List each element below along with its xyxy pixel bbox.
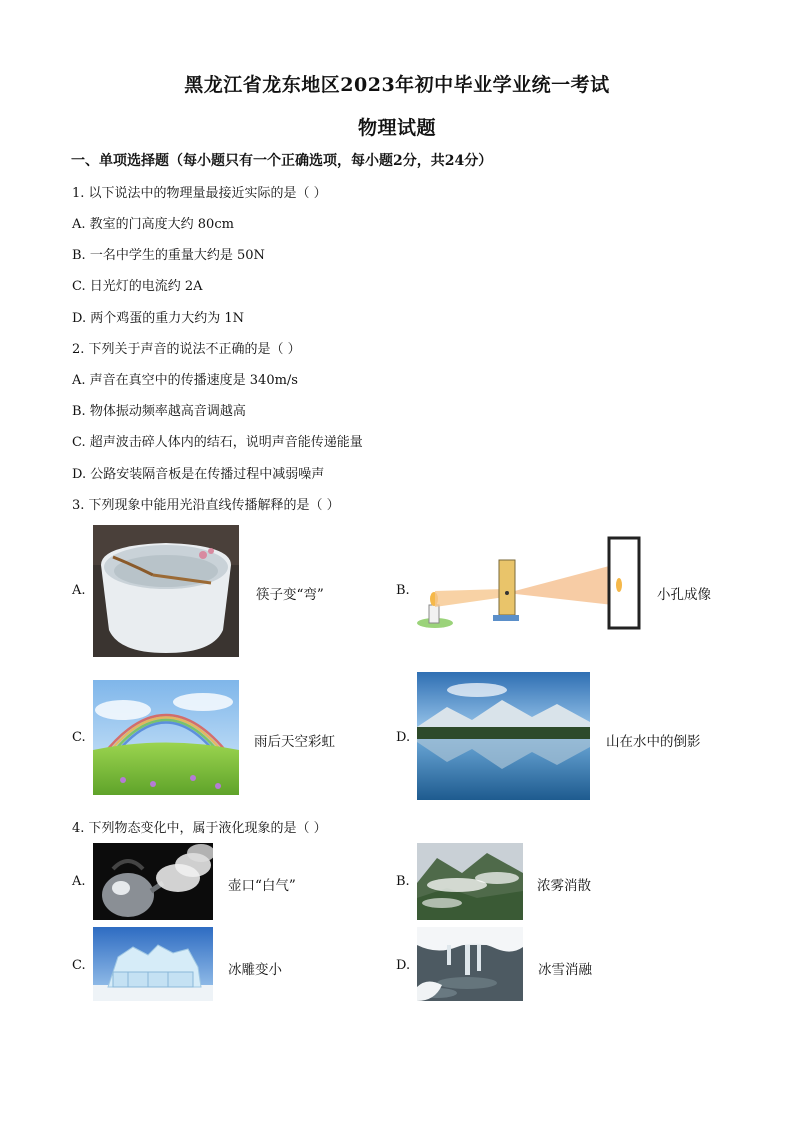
question-1-stem: 1. 以下说法中的物理量最接近实际的是（ ）	[72, 186, 327, 201]
question-3-choice-d-letter: D.	[396, 730, 411, 745]
question-3-choice-c-letter: C.	[72, 730, 86, 745]
question-4-choice-d-letter: D.	[396, 958, 411, 973]
question-2-stem: 2. 下列关于声音的说法不正确的是（ ）	[72, 342, 301, 357]
question-4-choice-b-letter: B.	[396, 874, 410, 889]
exam-title: 黑龙江省龙东地区2023年初中毕业学业统一考试	[184, 74, 610, 96]
kettle-steam-image	[93, 843, 213, 920]
question-4-stem: 4. 下列物态变化中，属于液化现象的是（ ）	[72, 821, 327, 836]
question-3-stem: 3. 下列现象中能用光沿直线传播解释的是（ ）	[72, 498, 340, 513]
question-3-choice-b-letter: B.	[396, 583, 410, 598]
pinhole-imaging-diagram	[413, 535, 645, 635]
exam-subtitle: 物理试题	[357, 117, 436, 139]
fog-mountain-image	[417, 843, 523, 920]
ice-sculpture-image	[93, 927, 213, 1001]
question-2-option-d: D. 公路安装隔音板是在传播过程中减弱噪声	[72, 467, 325, 482]
section-heading: 一、单项选择题（每小题只有一个正确选项，每小题2分，共24分）	[71, 153, 493, 169]
mountain-reflection-image	[417, 672, 590, 800]
question-3-choice-b-caption: 小孔成像	[657, 587, 711, 603]
question-2-option-c: C. 超声波击碎人体内的结石，说明声音能传递能量	[72, 435, 363, 450]
question-2-option-a: A. 声音在真空中的传播速度是 340m/s	[72, 373, 298, 388]
question-1-option-c: C. 日光灯的电流约 2A	[72, 279, 203, 294]
chopstick-bowl-image	[93, 525, 239, 657]
question-4-choice-b-caption: 浓雾消散	[537, 878, 591, 894]
question-3-choice-a-letter: A.	[72, 583, 86, 598]
question-3-choice-c-caption: 雨后天空彩虹	[254, 734, 335, 750]
question-2-option-b: B. 物体振动频率越高音调越高	[72, 404, 246, 419]
question-4-choice-a-caption: 壶口“白气”	[228, 878, 296, 894]
question-3-choice-a-caption: 筷子变“弯”	[256, 587, 324, 603]
question-3-choice-d-caption: 山在水中的倒影	[606, 734, 701, 750]
question-1-option-b: B. 一名中学生的重量大约是 50N	[72, 248, 265, 263]
question-1-option-a: A. 教室的门高度大约 80cm	[72, 217, 234, 232]
question-4-choice-d-caption: 冰雪消融	[538, 962, 592, 978]
question-4-choice-c-letter: C.	[72, 958, 86, 973]
question-4-choice-a-letter: A.	[72, 874, 86, 889]
question-1-option-d: D. 两个鸡蛋的重力大约为 1N	[72, 311, 245, 326]
rainbow-meadow-image	[93, 680, 239, 795]
question-4-choice-c-caption: 冰雕变小	[228, 962, 282, 978]
melting-ice-image	[417, 927, 523, 1001]
